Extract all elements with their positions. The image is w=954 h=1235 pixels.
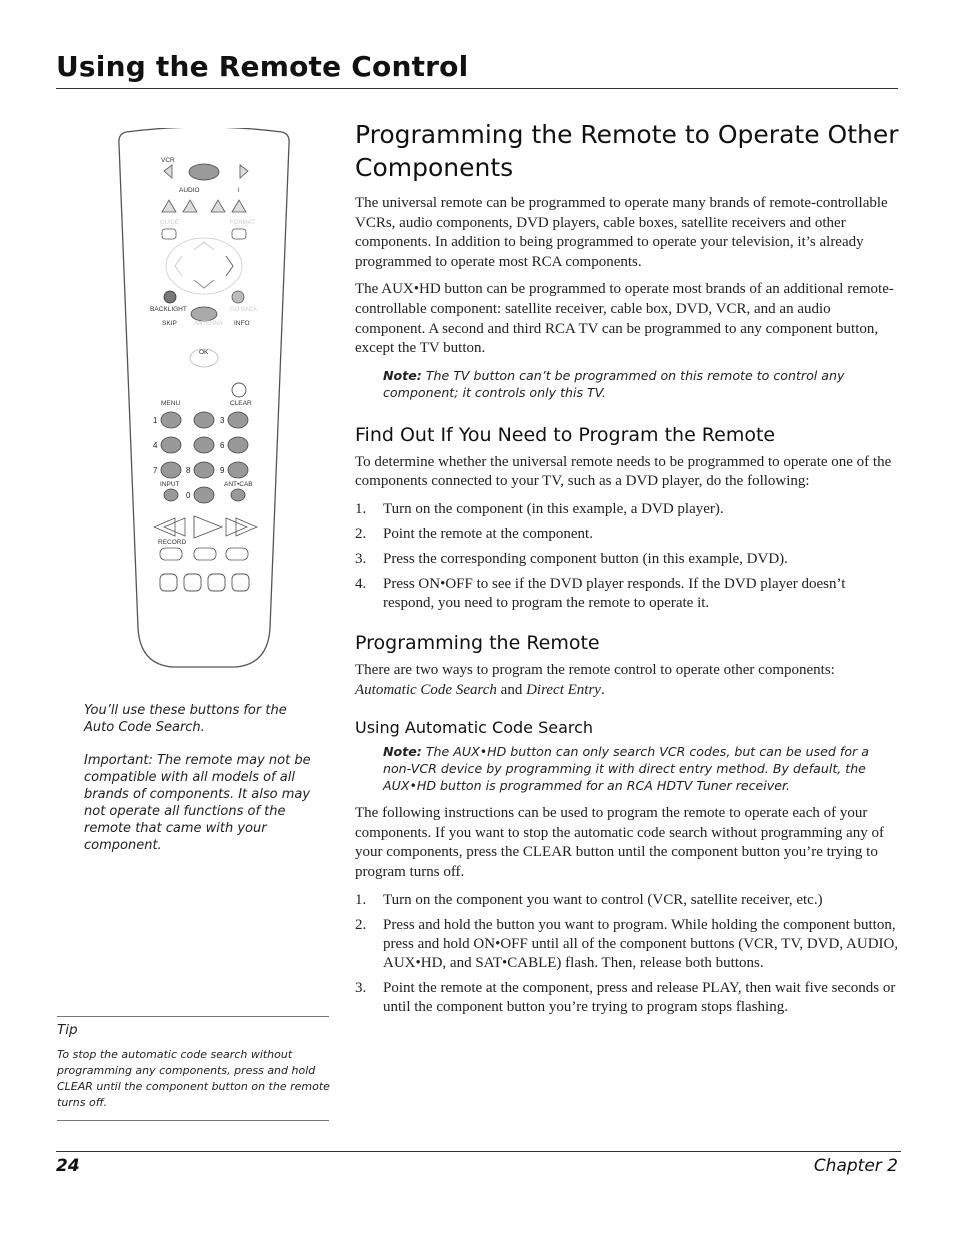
digit-button-6 (228, 437, 248, 453)
ok-label: OK (199, 349, 209, 356)
tip-label: Tip (57, 1022, 78, 1038)
list-item: 1. Turn on the component you want to control (VCR, satellite receiver, etc.) (355, 891, 823, 908)
acs-intro: The following instructions can be used to program the remote to operate each of your components. If you want to stop the automatic code search without programming any of your components, press the CLEAR button until the component button you’re trying to program turns off. (355, 805, 885, 880)
page-number: 24 (56, 1156, 80, 1176)
antcab-label: ANT•CAB (224, 481, 253, 488)
backlight-button (164, 291, 176, 303)
skip-label: SKIP (162, 320, 177, 327)
digit-button-9 (228, 462, 248, 478)
bottom-button-1 (160, 574, 177, 591)
find-out-steps (355, 500, 900, 613)
format-button (232, 229, 246, 239)
clear-label: CLEAR (230, 400, 252, 407)
svg-text:l: l (238, 187, 240, 194)
bottom-button-3 (208, 574, 225, 591)
page-header-title: Using the Remote Control (56, 50, 469, 83)
input-label: INPUT (160, 481, 180, 488)
tip-rule-top (57, 1016, 329, 1017)
section-title: Programming the Remote to Operate Other Components (355, 120, 899, 182)
bottom-button-2 (184, 574, 201, 591)
digit-button-5 (194, 437, 214, 453)
svg-text:0: 0 (186, 491, 191, 500)
svg-text:ANTENNA: ANTENNA (194, 321, 223, 327)
mute-button (162, 229, 176, 239)
vcr-label: VCR (161, 157, 175, 164)
backlight-label: BACKLIGHT (150, 306, 187, 313)
list-item: 2. Press and hold the button you want to program. While holding the component button, press and hold ON•OFF until all of the component buttons (VCR, TV, DVD, AUDIO, AUX•HD, and SAT•CABLE) flash. Then, release both buttons. (355, 916, 899, 971)
nav-pad (166, 238, 242, 294)
clear-button (232, 383, 246, 397)
svg-text:1: 1 (153, 416, 158, 425)
programming-intro: There are two ways to program the remote control to operate other components: Automatic Code Search and Direct Entry. (355, 661, 835, 698)
list-item: 4. Press ON•OFF to see if the DVD player responds. If the DVD player doesn’t respond, you need to program the remote to operate it. (355, 575, 846, 611)
list-item: 3. Press the corresponding component button (in this example, DVD). (355, 550, 788, 567)
svg-text:8: 8 (186, 466, 191, 475)
digit-button-8 (194, 462, 214, 478)
record-label: RECORD (158, 539, 187, 546)
bottom-button-4 (232, 574, 249, 591)
footer-rule (56, 1151, 901, 1152)
intro-paragraph-2: The AUX•HD button can be programmed to operate most brands of an additional remote-controllable component: satellite receiver, cable box, DVD, VCR, and an audio component. A second and third RCA TV can be programmed to any component button, except the TV button. (355, 281, 894, 357)
pause-button (226, 548, 248, 560)
svg-text:4: 4 (153, 441, 158, 450)
digit-button-3 (228, 412, 248, 428)
list-item: 2. Point the remote at the component. (355, 525, 593, 542)
input-button (164, 489, 178, 501)
find-out-intro: To determine whether the universal remote needs to be programmed to operate one of the components connected to your TV, such as a DVD player, do the following: (355, 453, 892, 490)
guide-button (191, 307, 217, 321)
svg-text:7: 7 (153, 466, 158, 475)
digit-button-1 (161, 412, 181, 428)
remote-control-illustration (118, 128, 290, 670)
find-out-heading: Find Out If You Need to Program the Remote (355, 423, 776, 446)
note-auxhd: Note: The AUX•HD button can only search VCR codes, but can be used for a non-VCR device by programming it with direct entry method. By default, the AUX•HD button is programmed for an RCA HDTV Tuner receiver. (383, 744, 869, 794)
power-button (189, 164, 219, 180)
digit-button-4 (161, 437, 181, 453)
svg-text:9: 9 (220, 466, 225, 475)
antcab-button (231, 489, 245, 501)
remote-caption: You’ll use these buttons for the Auto Code Search. (84, 703, 287, 735)
record-button (160, 548, 182, 560)
important-note: Important: The remote may not be compatible with all models of all brands of components. It also may not operate all functions of the remote that came with your component. (84, 753, 311, 853)
svg-text:FORMAT: FORMAT (230, 220, 255, 226)
digit-button-2 (194, 412, 214, 428)
svg-text:GUIDE: GUIDE (160, 220, 180, 226)
svg-text:6: 6 (220, 441, 225, 450)
note-tv-button: Note: The TV button can’t be programmed on this remote to control any component; it controls only this TV. (383, 367, 845, 400)
audio-label: AUDIO (179, 187, 200, 194)
goback-button (232, 291, 244, 303)
tip-text: To stop the automatic code search without programming any components, press and hold CLEAR until the component button on the remote turns off. (57, 1048, 330, 1109)
info-label: INFO (234, 320, 250, 327)
list-item: 1. Turn on the component (in this example, a DVD player). (355, 500, 724, 517)
acs-steps (355, 891, 900, 1017)
menu-label: MENU (161, 400, 181, 407)
svg-text:3: 3 (220, 416, 225, 425)
digit-button-7 (161, 462, 181, 478)
acs-heading: Using Automatic Code Search (355, 718, 594, 738)
chapter-label: Chapter 2 (813, 1156, 898, 1176)
digit-button-0 (194, 487, 214, 503)
programming-heading: Programming the Remote (355, 631, 600, 654)
intro-paragraph-1: The universal remote can be programmed to operate many brands of remote-controllable VCRs, audio components, DVD players, cable boxes, satellite receivers and other components. In addition to being programmed to operate your television, it’s already programmed to operate most RCA components. (355, 195, 888, 270)
tip-rule-bottom (57, 1120, 329, 1121)
list-item: 3. Point the remote at the component, press and release PLAY, then wait five seconds or until the component button you’re trying to program stops flashing. (355, 979, 896, 1015)
header-rule (56, 88, 898, 89)
stop-button (194, 548, 216, 560)
main-column (355, 118, 900, 1025)
svg-text:GO BACK: GO BACK (230, 307, 258, 313)
